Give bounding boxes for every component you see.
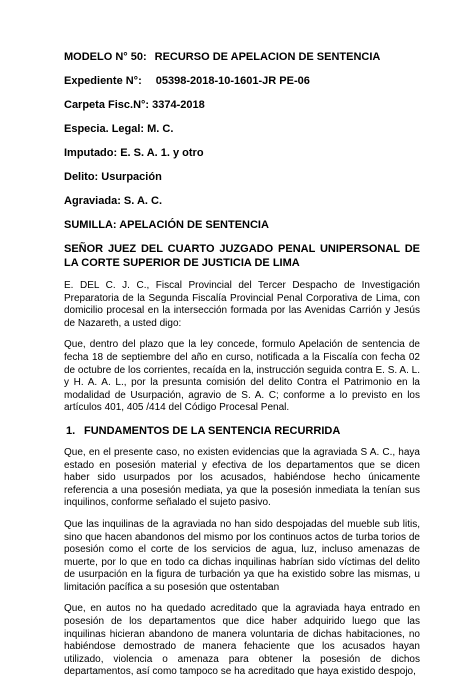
section-title: FUNDAMENTOS DE LA SENTENCIA RECURRIDA: [84, 424, 341, 437]
body-paragraph-4: Que, en autos no ha quedado acreditado que la agraviada haya entrado en posesión de los departamentos que dice haber adquirido luego que las inquilinas hicieran abandono de manera voluntaria de dichas habitaciones, no habiéndose demostrado de manera fehaciente que los acusados hayan utilizado, violencia o amenaza para obtener la posesión de dichos departamentos, así como tampoco se ha acreditado que haya existido despojo,: [64, 603, 420, 678]
section-heading: [64, 424, 420, 438]
case-file-label: Expediente N°:: [64, 75, 142, 87]
body-paragraph-3: Que las inquilinas de la agraviada no han sido despojadas del mueble sub litis, sino que hacen abandonos del mismo por los continuos actos de turba torios de posesión como el corte de los servicios de agua, luz, incluso amenazas de muerte, por lo que en todo ca dichas inquilinas habrían sido víctimas del delito de usurpación en la figura de turbación ya que ha existido sobre las mismas, u limitación pacífica a su posesión que ostentaban: [64, 518, 420, 593]
legal-specialist: Especia. Legal: M. C.: [64, 123, 174, 135]
defendant: Imputado: E. S. A. 1. y otro: [64, 147, 204, 159]
document-body: [64, 50, 420, 688]
summary-heading: SUMILLA: APELACIÓN DE SENTENCIA: [64, 219, 269, 231]
section-number: 1.: [66, 424, 76, 437]
body-paragraph-1: Que, dentro del plazo que la ley concede, formulo Apelación de sentencia de fecha 18 de septiembre del año en curso, notificada a la Fiscalía con fecha 02 de octubre de los corrientes, recaída en la, instrucción seguida contra E. S. A. L. y H. A. A. L., por la presunta comisión del delito Contra el Patrimonio en la modalidad de Usurpación, agravio de S. A. C; conforme a lo previsto en los artículos 401, 405 /414 del Código Procesal Penal.: [64, 339, 420, 414]
case-file-number: 05398-2018-10-1601-JR PE-06: [155, 75, 310, 87]
addressee: SEÑOR JUEZ DEL CUARTO JUZGADO PENAL UNIPERSONAL DE LA CORTE SUPERIOR DE JUSTICIA DE LIMA: [64, 243, 420, 269]
aggrieved-party: Agraviada: S. A. C.: [64, 195, 163, 207]
crime: Delito: Usurpación: [64, 171, 162, 183]
model-line: [64, 50, 420, 64]
intro-paragraph: E. DEL C. J. C., Fiscal Provincial del Tercer Despacho de Investigación Preparatoria de la Segunda Fiscalía Provincial Penal Corporativa de Lima, con domicilio procesal en la intersección formada por las Avenidas Carrión y Jesús de Nazareth, a usted digo:: [64, 280, 420, 329]
fiscal-folder: Carpeta Fisc.N°: 3374-2018: [64, 99, 205, 111]
model-number: MODELO N° 50:: [64, 51, 147, 63]
appeal-title: RECURSO DE APELACION DE SENTENCIA: [154, 51, 381, 63]
body-paragraph-2: Que, en el presente caso, no existen evidencias que la agraviada S A. C., haya estado en posesión material y efectiva de los departamentos que se dicen haber sido usurpados por los acusados, habiéndose hecho únicamente referencia a una posesión mediata, ya que la posesión inmediata la tenían sus inquilinos, conforme señalado el sujeto pasivo.: [64, 446, 420, 509]
case-file-line: [64, 74, 420, 88]
